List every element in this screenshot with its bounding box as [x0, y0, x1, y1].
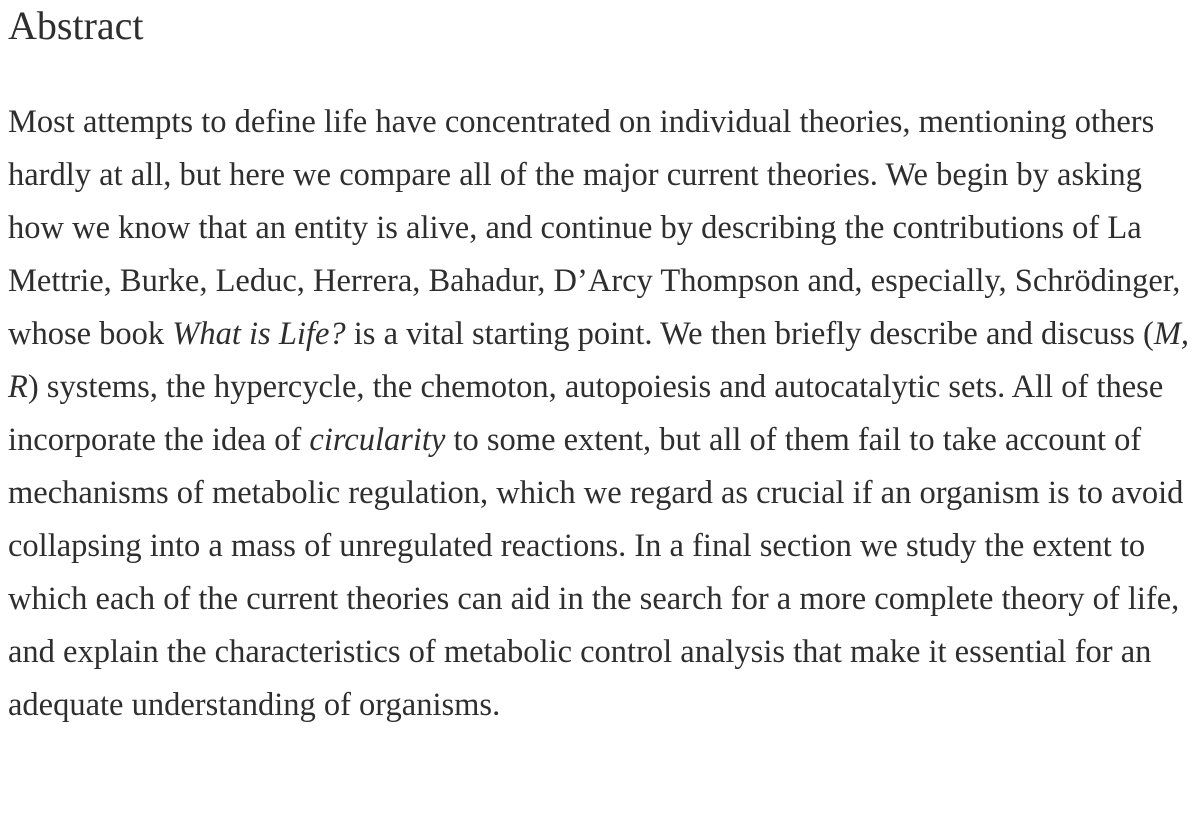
- abstract-text-part-2: is a vital starting point. We then briefly describe and discuss (: [345, 316, 1154, 352]
- abstract-section: [8, 0, 1194, 732]
- emphasis-circularity: circularity: [309, 422, 446, 458]
- abstract-paragraph: [8, 96, 1194, 732]
- book-title: What is Life?: [172, 316, 346, 352]
- symbol-r: R: [8, 369, 28, 405]
- symbol-separator: ,: [1180, 316, 1190, 352]
- section-heading: Abstract: [8, 3, 144, 48]
- abstract-text-part-1: Most attempts to define life have concentrated on individual theories, mentioning others hardly at all, but here we compare all of the major current theories. We begin by asking how we know that an entity is alive, and continue by describing the contributions of La Mettrie, Burke, Leduc, Herrera, Bahadur, D’Arcy Thompson and, especially, Schrödinger, whose book: [8, 104, 1181, 352]
- abstract-text-part-4: to some extent, but all of them fail to take account of mechanisms of metabolic regulation, which we regard as crucial if an organism is to avoid collapsing into a mass of unregulated reactions. In a final section we study the extent to which each of the current theories can aid in the search for a more complete theory of life, and explain the characteristics of metabolic control analysis that make it essential for an adequate understanding of organisms.: [8, 422, 1184, 723]
- symbol-m: M: [1153, 316, 1181, 352]
- abstract-text-part-3: ) systems, the hypercycle, the chemoton, autopoiesis and autocatalytic sets. All of these incorporate the idea of: [8, 369, 1164, 458]
